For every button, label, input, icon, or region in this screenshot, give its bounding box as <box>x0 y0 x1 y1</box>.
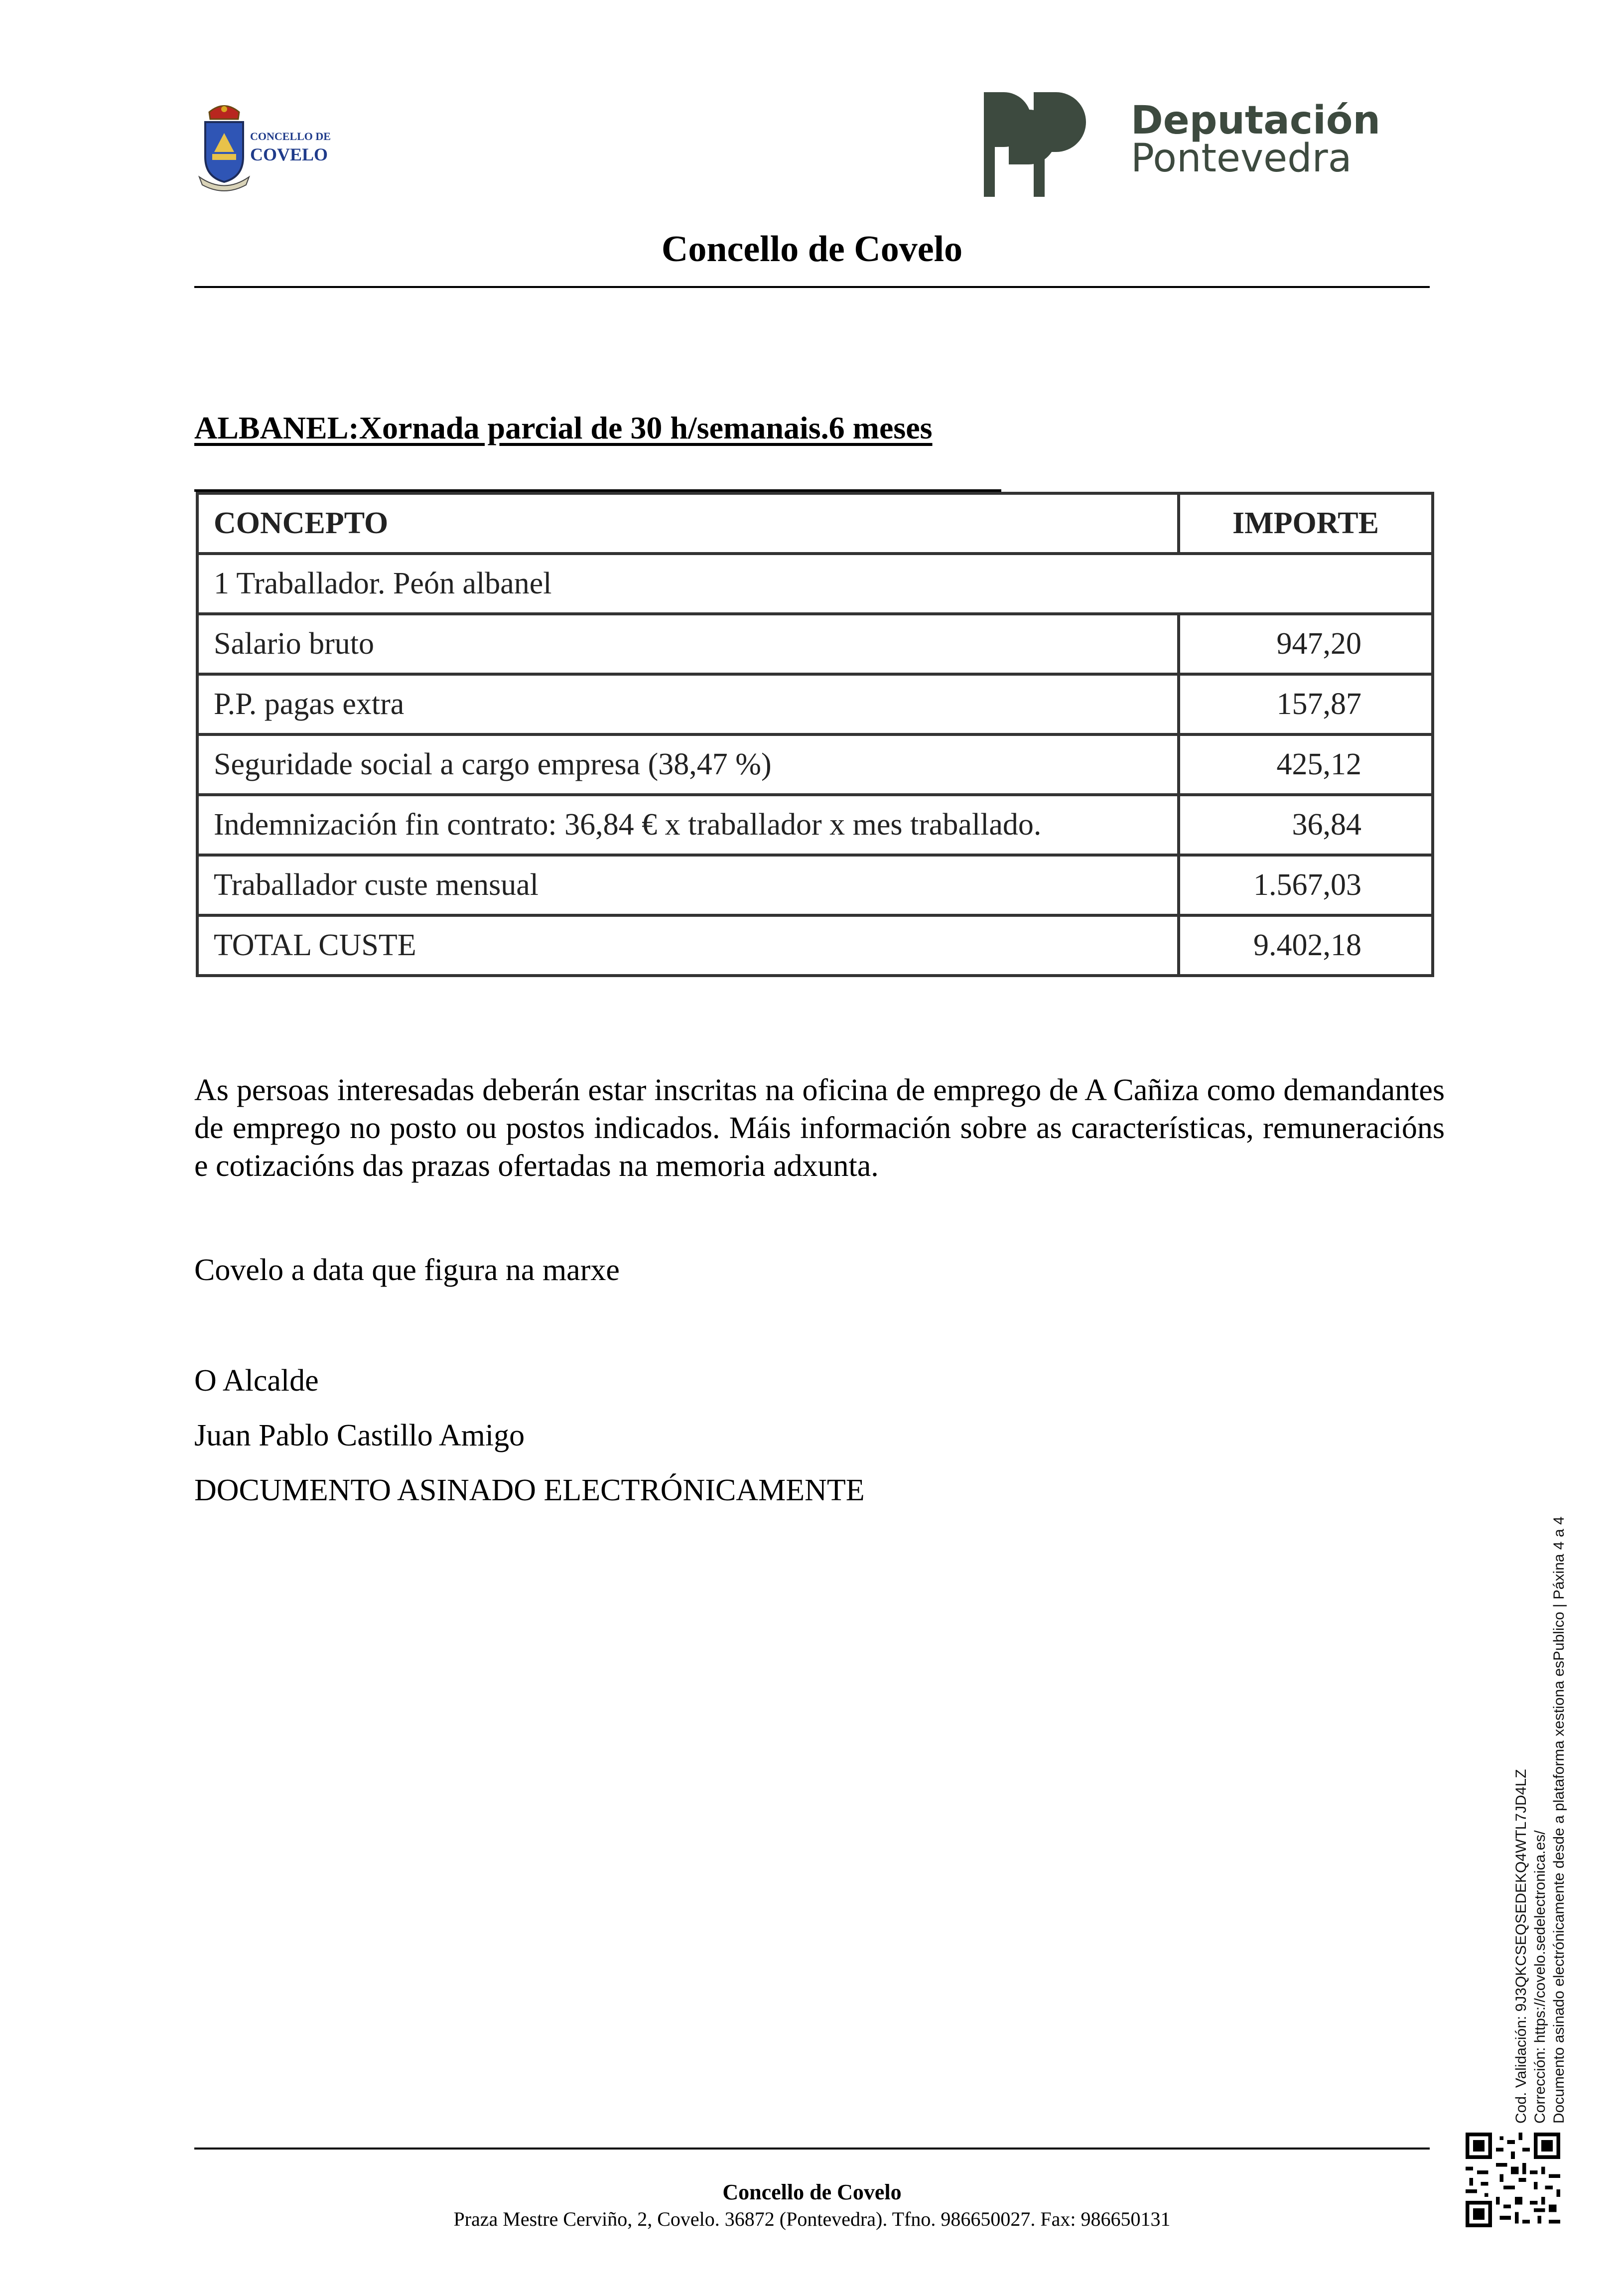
logo-right-line1: Deputación <box>1131 98 1381 143</box>
column-header-amount: IMPORTE <box>1179 493 1433 554</box>
row-concept: Traballador custe mensual <box>197 855 1179 915</box>
row-amount: 36,84 <box>1179 795 1433 855</box>
row-concept: Salario bruto <box>197 614 1179 674</box>
table-total-row <box>197 915 1433 976</box>
page-title: Concello de Covelo <box>661 229 963 270</box>
row-amount: 1.567,03 <box>1179 855 1433 915</box>
row-concept: TOTAL CUSTE <box>197 915 1179 976</box>
footer-address: Praza Mestre Cerviño, 2, Covelo. 36872 (Pontevedra). Tfno. 986650027. Fax: 986650131 <box>453 2208 1171 2230</box>
validation-platform: Documento asinado electrónicamente desde a plataforma xestiona esPublico | Páxina 4 a 4 <box>1551 1516 1567 2124</box>
row-amount: 947,20 <box>1179 614 1433 674</box>
cost-table <box>196 492 1434 977</box>
header-divider <box>194 286 1430 288</box>
row-amount: 9.402,18 <box>1179 915 1433 976</box>
table-row <box>197 855 1433 915</box>
row-concept: P.P. pagas extra <box>197 674 1179 734</box>
qr-code-icon <box>1466 2133 1560 2227</box>
table-row <box>197 614 1433 674</box>
signature-note: DOCUMENTO ASINADO ELECTRÓNICAMENTE <box>194 1473 865 1507</box>
table-header-row <box>197 493 1433 554</box>
place-date: Covelo a data que figura na marxe <box>194 1253 620 1287</box>
table-row <box>197 734 1433 795</box>
logo-right-line2: Pontevedra <box>1131 136 1352 181</box>
column-header-concept: CONCEPTO <box>197 493 1179 554</box>
body-paragraph: As persoas interesadas deberán estar inscritas na oficina de emprego de A Cañiza como demandantes de emprego no posto ou postos indicados. Máis información sobre as características, remuneracións e cotizacións das prazas ofertadas na memoria adxunta. <box>194 1073 1445 1183</box>
deputacion-pontevedra-logo <box>981 87 1381 202</box>
table-row <box>197 795 1433 855</box>
validation-block <box>1512 1446 1569 2124</box>
table-group-row <box>197 554 1433 614</box>
validation-code: Cod. Validación: 9J3QKCSEQSEDEKQ4WTL7JD4LZ <box>1513 1769 1529 2124</box>
logo-left-line1: CONCELLO DE <box>250 130 331 143</box>
section-heading: ALBANEL:Xornada parcial de 30 h/semanais.6 meses <box>194 410 933 445</box>
row-concept: Seguridade social a cargo empresa (38,47 %) <box>197 734 1179 795</box>
footer-title: Concello de Covelo <box>722 2180 902 2204</box>
signer-name: Juan Pablo Castillo Amigo <box>194 1419 525 1452</box>
footer-divider <box>194 2148 1430 2150</box>
row-amount: 425,12 <box>1179 734 1433 795</box>
logo-left-line2: COVELO <box>250 144 328 164</box>
row-amount: 157,87 <box>1179 674 1433 734</box>
coat-of-arms-icon <box>194 102 254 192</box>
validation-url[interactable]: Corrección: https://covelo.sedelectronica.es/ <box>1532 1830 1548 2124</box>
group-label: 1 Traballador. Peón albanel <box>197 554 1433 614</box>
row-concept: Indemnización fin contrato: 36,84 € x traballador x mes traballado. <box>197 795 1179 855</box>
covelo-coat-of-arms-logo <box>194 102 354 197</box>
table-row <box>197 674 1433 734</box>
deputacion-mark-icon <box>981 87 1111 202</box>
signer-role: O Alcalde <box>194 1364 319 1398</box>
